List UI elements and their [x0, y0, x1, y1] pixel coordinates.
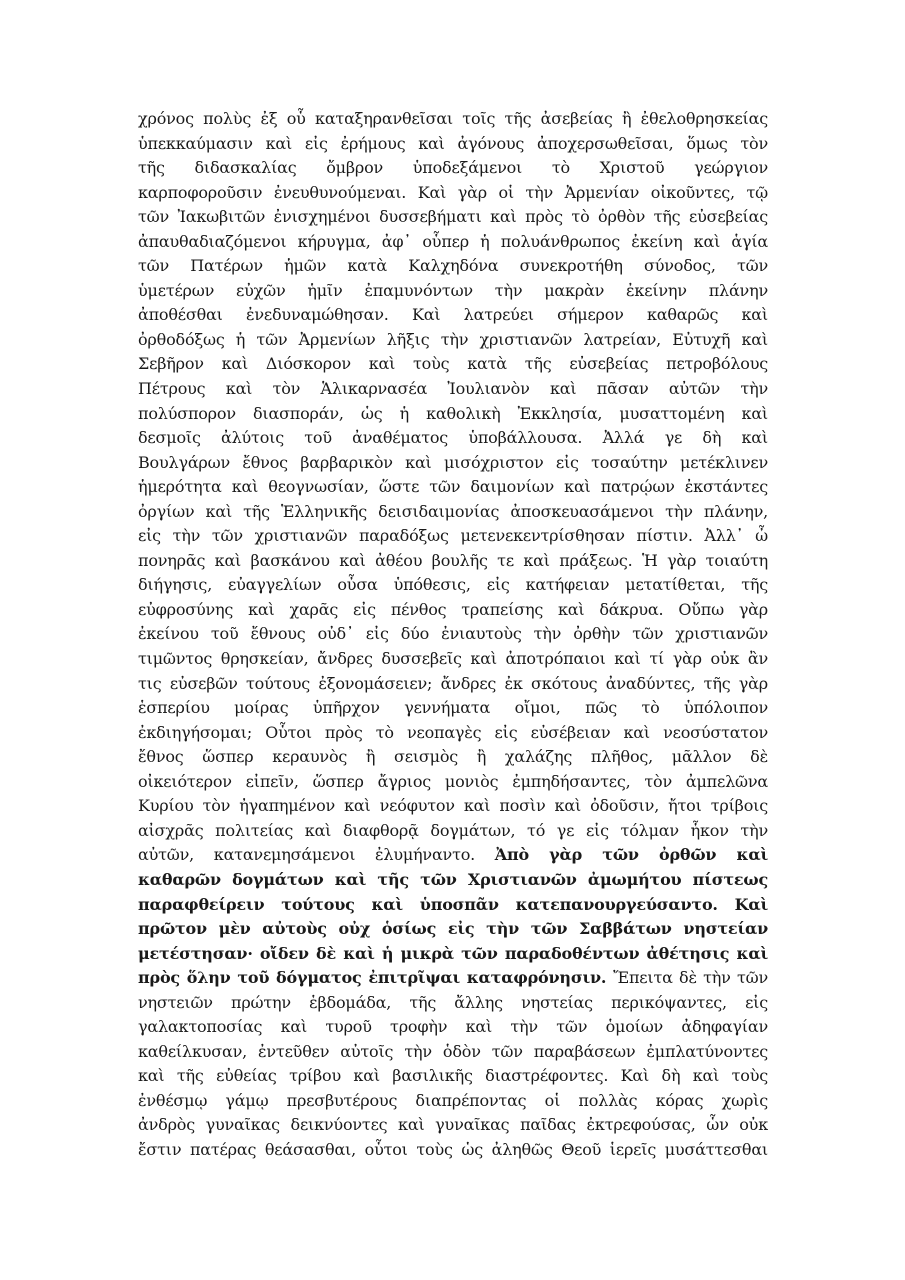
bold-text-segment: παραφθείρειν τούτους καὶ ὑποσπᾶν κατεπανουργεύσαντο. Καὶ: [138, 894, 768, 914]
text-segment: τιμῶντος θρησκείαν, ἄνδρες δυσσεβεῖς καὶ ἀποτρόπαιοι καὶ τί γὰρ οὐκ ἂν: [138, 649, 768, 669]
text-segment: Σεβῆρον καὶ Διόσκορον καὶ τοὺς κατὰ τῆς εὐσεβείας πετροβόλους: [138, 354, 768, 374]
text-segment: εἰς τὴν τῶν χριστιανῶν παραδόξως μετενεκεντρίσθησαν πίστιν. Ἀλλ᾽ ὦ: [138, 526, 768, 546]
bold-text-segment: μετέστησαν· οἴδεν δὲ καὶ ἡ μικρὰ τῶν παραδοθέντων ἀθέτησις καὶ: [138, 943, 768, 963]
text-segment: Κυρίου τὸν ἠγαπημένον καὶ νεόφυτον καὶ ποσὶν καὶ ὀδοῦσιν, ἤτοι τρίβοις: [138, 796, 768, 816]
text-segment: γαλακτοποσίας καὶ τυροῦ τροφὴν καὶ τὴν τῶν ὁμοίων ἀδηφαγίαν: [138, 1017, 768, 1037]
text-line: [138, 893, 768, 918]
text-segment: τῶν Ἰακωβιτῶν ἐνισχημένοι δυσσεβήματι καὶ πρὸς τὸ ὀρθὸν τῆς εὐσεβείας: [138, 207, 768, 227]
bold-text-segment: πρὸς ὅλην τοῦ δόγματος ἐπιτρῖψαι καταφρόνησιν.: [138, 968, 614, 988]
text-line: [138, 402, 768, 427]
text-line: [138, 230, 768, 255]
text-line: [138, 917, 768, 942]
text-segment: ἔστιν πατέρας θεάσασθαι, οὗτοι τοὺς ὡς ἀληθῶς Θεοῦ ἱερεῖς μυσάττεσθαι: [138, 1139, 768, 1159]
text-segment: ὑπεκκαύμασιν καὶ εἰς ἐρήμους καὶ ἀγόνους ἀποχερσωθεῖσαι, ὅμως τὸν: [138, 133, 768, 153]
text-line: [138, 573, 768, 598]
text-line: [138, 942, 768, 967]
text-segment: τῆς διδασκαλίας ὄμβρον ὑποδεξάμενοι τὸ Χριστοῦ γεώργιον: [138, 158, 768, 178]
text-segment: αἰσχρᾶς πολιτείας καὶ διαφθορᾷ δογμάτων, τό γε εἰς τόλμαν ἧκον τὴν: [138, 820, 768, 840]
text-line: [138, 377, 768, 402]
text-line: [138, 622, 768, 647]
text-segment: ἀνδρὸς γυναῖκας δεικνύοντες καὶ γυναῖκας παῖδας ἐκτρεφούσας, ὧν οὐκ: [138, 1115, 768, 1135]
text-segment: Ἔπειτα δὲ τὴν τῶν: [613, 968, 768, 988]
text-line: [138, 328, 768, 353]
document-page: [138, 107, 768, 1207]
text-line: [138, 794, 768, 819]
text-line: [138, 524, 768, 549]
text-line: [138, 205, 768, 230]
text-line: [138, 549, 768, 574]
text-line: [138, 770, 768, 795]
text-line: [138, 868, 768, 893]
text-line: [138, 819, 768, 844]
text-segment: χρόνος πολὺς ἐξ οὗ καταξηρανθεῖσαι τοῖς τῆς ἀσεβείας ἢ ἐθελοθρησκείας: [138, 109, 768, 128]
text-segment: καὶ τῆς εὐθείας τρίβου καὶ βασιλικῆς διαστρέφοντες. Καὶ δὴ καὶ τοὺς: [138, 1066, 768, 1086]
text-line: [138, 1138, 768, 1163]
text-segment: διήγησις, εὐαγγελίων οὖσα ὑπόθεσις, εἰς κατήφειαν μετατίθεται, τῆς: [138, 575, 768, 595]
text-line: [138, 721, 768, 746]
text-segment: καρποφοροῦσιν ἐνευθυνούμεναι. Καὶ γὰρ οἱ τὴν Ἀρμενίαν οἰκοῦντες, τῷ: [138, 182, 768, 202]
text-segment: ὑμετέρων εὐχῶν ἡμῖν ἐπαμυνόντων τὴν μακρὰν ἐκείνην πλάνην: [138, 280, 768, 300]
text-segment: ὀρθοδόξως ἡ τῶν Ἀρμενίων λῆξις τὴν χριστιανῶν λατρείαν, Εὐτυχῆ καὶ: [138, 329, 768, 349]
text-segment: πολύσπορον διασποράν, ὡς ἡ καθολικὴ Ἐκκλησία, μυσαττομένη καὶ: [138, 403, 768, 423]
text-line: [138, 500, 768, 525]
text-segment: πονηρᾶς καὶ βασκάνου καὶ ἀθέου βουλῆς τε καὶ πράξεως. Ἡ γὰρ τοιαύτη: [138, 550, 768, 570]
text-line: [138, 475, 768, 500]
text-segment: ἀποθέσθαι ἐνεδυναμώθησαν. Καὶ λατρεύει σήμερον καθαρῶς καὶ: [138, 305, 768, 325]
text-line: [138, 303, 768, 328]
text-line: [138, 696, 768, 721]
text-line: [138, 352, 768, 377]
text-line: [138, 745, 768, 770]
text-line: [138, 451, 768, 476]
text-line: [138, 991, 768, 1016]
text-segment: ἑσπερίου μοίρας ὑπῆρχον γεννήματα οἴμοι, πῶς τὸ ὑπόλοιπον: [138, 698, 768, 718]
text-segment: ἐνθέσμῳ γάμῳ πρεσβυτέρους διαπρέποντας οἱ πολλὰς κόρας χωρὶς: [138, 1090, 768, 1110]
text-segment: ἐκδιηγήσομαι; Οὗτοι πρὸς τὸ νεοπαγὲς εἰς εὐσέβειαν καὶ νεοσύστατον: [138, 722, 768, 742]
text-line: [138, 132, 768, 157]
text-segment: ἡμερότητα καὶ θεογνωσίαν, ὥστε τῶν δαιμονίων καὶ πατρῴων ἐκστάντες: [138, 477, 768, 497]
bold-text-segment: Ἀπὸ γὰρ τῶν ὀρθῶν καὶ: [494, 845, 768, 865]
text-line: [138, 647, 768, 672]
text-line: [138, 598, 768, 623]
text-segment: καθείλκυσαν, ἐντεῦθεν αὐτοῖς τὴν ὁδὸν τῶν παραβάσεων ἐμπλατύνοντες: [138, 1041, 768, 1061]
text-segment: δεσμοῖς ἀλύτοις τοῦ ἀναθέματος ὑποβάλλουσα. Ἀλλά γε δὴ καὶ: [138, 428, 768, 448]
text-segment: ὀργίων καὶ τῆς Ἑλληνικῆς δεισιδαιμονίας ἀποσκευασάμενοι τὴν πλάνην,: [138, 501, 768, 521]
text-line: [138, 1089, 768, 1114]
text-line: [138, 966, 768, 991]
text-line: [138, 1064, 768, 1089]
text-segment: Βουλγάρων ἔθνος βαρβαρικὸν καὶ μισόχριστον εἰς τοσαύτην μετέκλινεν: [138, 452, 768, 472]
body-text: [138, 107, 768, 1163]
text-segment: Πέτρους καὶ τὸν Ἁλικαρνασέα Ἰουλιανὸν καὶ πᾶσαν αὐτῶν τὴν: [138, 379, 768, 399]
text-line: [138, 1015, 768, 1040]
text-line: [138, 426, 768, 451]
text-line: [138, 843, 768, 868]
text-line: [138, 672, 768, 697]
text-line: [138, 181, 768, 206]
text-segment: τις εὐσεβῶν τούτους ἐξονομάσειεν; ἄνδρες ἐκ σκότους ἀναδύντες, τῆς γὰρ: [138, 673, 768, 693]
text-line: [138, 1113, 768, 1138]
text-line: [138, 1040, 768, 1065]
text-line: [138, 107, 768, 132]
text-segment: ἐκείνου τοῦ ἔθνους οὐδ᾽ εἰς δύο ἐνιαυτοὺς τὴν ὀρθὴν τῶν χριστιανῶν: [138, 624, 768, 644]
text-segment: ἔθνος ὥσπερ κεραυνὸς ἢ σεισμὸς ἢ χαλάζης πλῆθος, μᾶλλον δὲ: [138, 747, 768, 767]
text-segment: ἀπαυθαδιαζόμενοι κήρυγμα, ἀφ᾽ οὗπερ ἡ πολυάνθρωπος ἐκείνη καὶ ἁγία: [138, 231, 768, 251]
text-segment: αὐτῶν, κατανεμησάμενοι ἐλυμήναντο.: [138, 845, 495, 865]
text-line: [138, 156, 768, 181]
text-segment: τῶν Πατέρων ἡμῶν κατὰ Καλχηδόνα συνεκροτήθη σύνοδος, τῶν: [138, 256, 768, 276]
text-segment: νηστειῶν πρώτην ἑβδομάδα, τῆς ἄλλης νηστείας περικόψαντες, εἰς: [138, 992, 768, 1012]
bold-text-segment: πρῶτον μὲν αὐτοὺς οὐχ ὁσίως εἰς τὴν τῶν Σαββάτων νηστείαν: [138, 919, 768, 939]
text-segment: εὐφροσύνης καὶ χαρᾶς εἰς πένθος τραπείσης καὶ δάκρυα. Οὔπω γὰρ: [138, 599, 768, 619]
text-line: [138, 279, 768, 304]
bold-text-segment: καθαρῶν δογμάτων καὶ τῆς τῶν Χριστιανῶν ἀμωμήτου πίστεως: [138, 869, 768, 889]
text-line: [138, 254, 768, 279]
text-segment: οἰκειότερον εἰπεῖν, ὥσπερ ἄγριος μονιὸς ἐμπηδήσαντες, τὸν ἀμπελῶνα: [138, 771, 768, 791]
